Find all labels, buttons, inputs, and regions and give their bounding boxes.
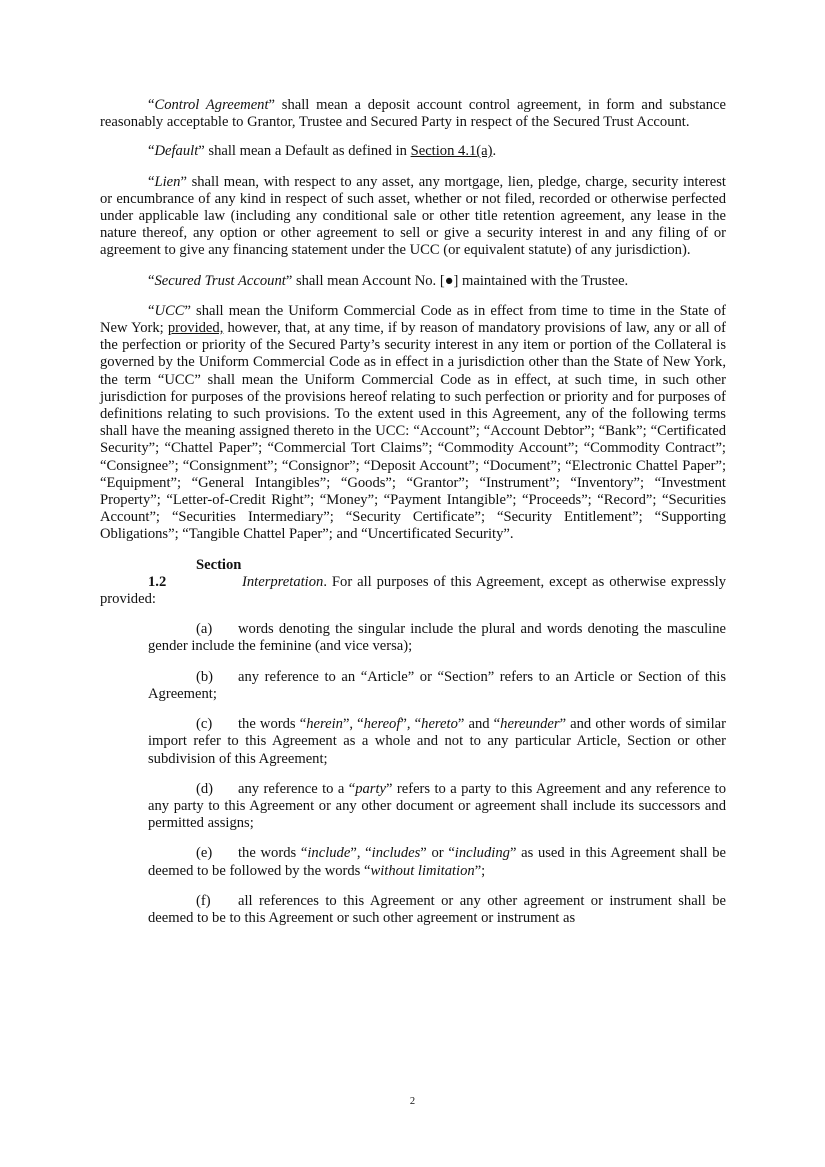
quote-mark: “	[148, 173, 155, 190]
list-item-c	[148, 716, 726, 768]
definition-text: ” shall mean a deposit account control agreement, in form and substance reasonably acceptable to Grantor, Trustee and Secured Party in respect of the Secured Trust Account.	[100, 97, 726, 131]
list-text: ”;	[474, 862, 486, 879]
section-1-2	[100, 557, 726, 609]
italic-term: including	[454, 845, 510, 862]
list-item-d	[148, 781, 726, 833]
quote-mark: “	[148, 143, 155, 160]
list-text: ” refers to a party to this Agreement and any reference to any party to this Agreement or any other document or agreement shall include its successors and permitted assigns;	[148, 780, 726, 832]
defined-term: Default	[154, 143, 199, 160]
definition-text: ” shall mean, with respect to any asset, any mortgage, lien, pledge, charge, security interest or encumbrance of any kind in respect of such asset, whether or not filed, recorded or otherwise perfected under applicable law (including any conditional sale or other title retention agreement, any lease in the nature thereof, any option or other agreement to sell or give a security interest in and any filing of or agreement to give any financing statement under the UCC (or equivalent statute) of any jurisdiction).	[100, 173, 726, 259]
section-number: Section 1.2	[148, 556, 242, 590]
italic-term: includes	[371, 845, 421, 862]
quote-mark: “	[148, 302, 155, 319]
definition-text: however, that, at any time, if by reason of mandatory provisions of law, any or all of the perfection or priority of the Secured Party’s security interest in any item or portion of the Collateral is governed by the Uniform Commercial Code as in effect in a jurisdiction other than the State of New York, the term “UCC” shall mean the Uniform Commercial Code as in effect, at such time, in such other jurisdiction for purposes of the provisions hereof relating to such perfection or priority and for purposes of definitions relating to such provisions. To the extent used in this Agreement, any of the following terms shall have the meaning assigned thereto in the UCC: “Account”; “Account Debtor”; “Bank”; “Certificated Security”; “Chattel Paper”; “Commercial Tort Claims”; “Commodity Account”; “Commodity Contract”; “Consignee”; “Consignment”; “Consignor”; “Deposit Account”; “Document”; “Electronic Chattel Paper”; “Equipment”; “General Intangibles”; “Goods”; “Grantor”; “Instrument”; “Inventory”; “Investment Property”; “Letter-of-Credit Right”; “Money”; “Payment Intangible”; “Proceeds”; “Record”; “Securities Account”; “Securities Intermediary”; “Security Certificate”; “Security Entitlement”; “Supporting Obligations”; “Tangible Chattel Paper”; and “Uncertificated Security”.	[100, 320, 726, 543]
list-label: (d)	[196, 780, 214, 797]
italic-term: hereof	[363, 716, 401, 733]
list-item-e	[148, 845, 726, 879]
list-text: all references to this Agreement or any other agreement or instrument shall be deemed to be to this Agreement or such other agreement or instrument as	[148, 892, 726, 926]
quote-mark: “	[148, 97, 155, 113]
definition-text: ” shall mean Account No. [●] maintained with the Trustee.	[285, 272, 629, 289]
page-number: 2	[409, 1096, 416, 1107]
list-item-a	[148, 621, 726, 655]
list-item-b	[148, 669, 726, 703]
defined-term: Lien	[154, 173, 181, 190]
defined-term: UCC	[154, 302, 185, 319]
definition-text: ” shall mean a Default as defined in	[198, 143, 411, 160]
list-text: ” and “	[457, 716, 501, 733]
list-text: any reference to a “	[238, 780, 356, 797]
punctuation: .	[492, 143, 497, 160]
provided-term: provided,	[167, 320, 224, 337]
defined-term: Control Agreement	[154, 97, 269, 113]
list-text: ” and other words of similar import refer to this Agreement as a whole and not to any particular Article, Section or other subdivision of this Agreement;	[148, 716, 727, 767]
italic-term: hereto	[421, 716, 458, 733]
definition-default	[100, 143, 726, 160]
list-label: (e)	[196, 845, 213, 862]
definition-text: ” shall mean the Uniform Commercial Code as in effect from time to time in the State of New York;	[100, 302, 726, 337]
list-label: (a)	[196, 621, 213, 638]
defined-term: Secured Trust Account	[154, 272, 286, 289]
list-text: the words “	[238, 845, 308, 862]
list-text: ”, “	[342, 716, 364, 733]
list-text: ”, “	[350, 845, 372, 862]
quote-mark: “	[148, 272, 155, 289]
list-text: any reference to an “Article” or “Section” refers to an Article or Section of this Agreement;	[148, 668, 726, 702]
list-text: the words “	[238, 716, 307, 733]
definition-control-agreement	[100, 97, 726, 131]
list-text: ”, “	[400, 716, 422, 733]
list-text: ” as used in this Agreement shall be deemed to be followed by the words “	[148, 845, 726, 879]
document-page	[100, 97, 726, 940]
italic-term: without limitation	[370, 862, 475, 879]
italic-term: hereunder	[500, 716, 560, 733]
italic-term: include	[307, 845, 351, 862]
list-label: (f)	[196, 892, 211, 909]
list-text: ” or “	[420, 845, 455, 862]
italic-term: herein	[306, 716, 343, 733]
list-label: (b)	[196, 668, 214, 685]
definition-lien	[100, 174, 726, 260]
list-item-f	[148, 893, 726, 927]
definition-secured-trust-account	[100, 273, 726, 290]
section-reference-link[interactable]: Section 4.1(a)	[410, 143, 493, 160]
section-title: Interpretation	[242, 573, 324, 590]
section-intro: . For all purposes of this Agreement, except as otherwise expressly provided:	[100, 573, 726, 608]
list-label: (c)	[196, 716, 213, 733]
italic-term: party	[355, 780, 387, 797]
list-text: words denoting the singular include the plural and words denoting the masculine gender include the feminine (and vice versa);	[148, 621, 726, 655]
definition-ucc	[100, 303, 726, 544]
